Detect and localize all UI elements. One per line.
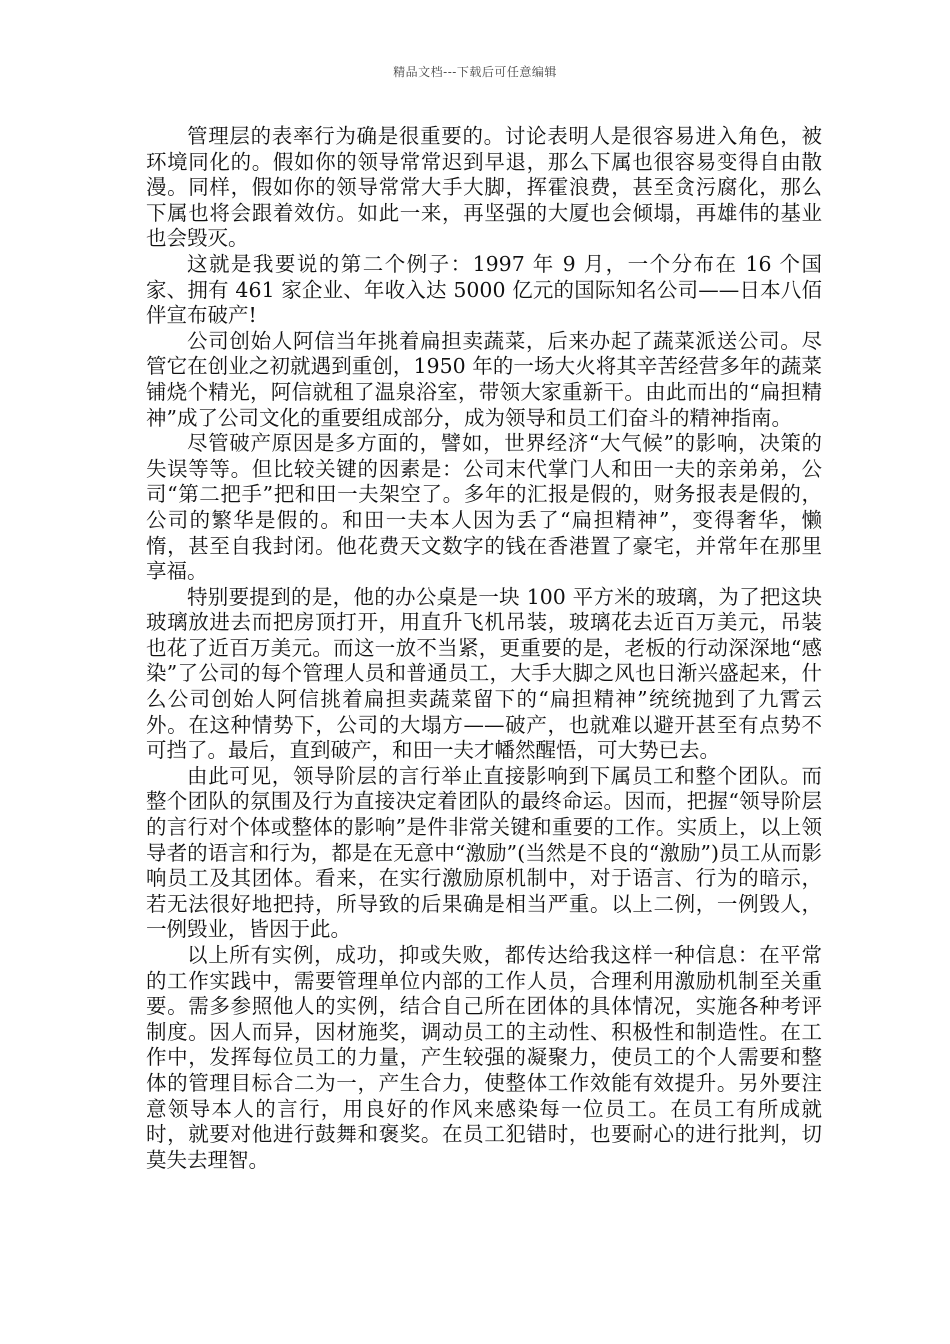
paragraph: 公司创始人阿信当年挑着扁担卖蔬菜，后来办起了蔬菜派送公司。尽管它在创业之初就遇到重创，1950 年的一场大火将其辛苦经营多年的蔬菜铺烧个精光，阿信就租了温泉浴室，带领大家重新干。由此而出的“扁担精神”成了公司文化的重要组成部分，成为领导和员工们奋斗的精神指南。 bbox=[146, 328, 822, 430]
paragraph: 由此可见，领导阶层的言行举止直接影响到下属员工和整个团队。而整个团队的氛围及行为直接决定着团队的最终命运。因而，把握“领导阶层的言行对个体或整体的影响”是件非常关键和重要的工作。实质上，以上领导者的语言和行为，都是在无意中“激励”(当然是不良的“激励”)员工从而影响员工及其团体。看来，在实行激励原机制中，对于语言、行为的暗示，若无法很好地把持，所导致的后果确是相当严重。以上二例，一例毁人，一例毁业，皆因于此。 bbox=[146, 763, 822, 942]
paragraph: 以上所有实例，成功，抑或失败，都传达给我这样一种信息：在平常的工作实践中，需要管理单位内部的工作人员，合理利用激励机制至关重要。需多参照他人的实例，结合自己所在团体的具体情况，实施各种考评制度。因人而异，因材施奖，调动员工的主动性、积极性和制造性。在工作中，发挥每位员工的力量，产生较强的凝聚力，使员工的个人需要和整体的管理目标合二为一，产生合力，使整体工作效能有效提升。另外要注意领导本人的言行，用良好的作风来感染每一位员工。在员工有所成就时，就要对他进行鼓舞和褒奖。在员工犯错时，也要耐心的进行批判，切莫失去理智。 bbox=[146, 943, 822, 1172]
paragraph: 管理层的表率行为确是很重要的。讨论表明人是很容易进入角色，被环境同化的。假如你的领导常常迟到早退，那么下属也很容易变得自由散漫。同样，假如你的领导常常大手大脚，挥霍浪费，甚至贪污腐化，那么下属也将会跟着效仿。如此一来，再坚强的大厦也会倾塌，再雄伟的基业也会毁灭。 bbox=[146, 124, 822, 251]
paragraph: 尽管破产原因是多方面的，譬如，世界经济“大气候”的影响，决策的失误等等。但比较关键的因素是：公司末代掌门人和田一夫的亲弟弟，公司“第二把手”把和田一夫架空了。多年的汇报是假的，财务报表是假的，公司的繁华是假的。和田一夫本人因为丢了“扁担精神”，变得奢华，懒惰，甚至自我封闭。他花费天文数字的钱在香港置了豪宅，并常年在那里享福。 bbox=[146, 431, 822, 584]
document-body bbox=[146, 124, 822, 1173]
paragraph: 特别要提到的是，他的办公桌是一块 100 平方米的玻璃，为了把这块玻璃放进去而把房顶打开，用直升飞机吊装，玻璃花去近百万美元，吊装也花了近百万美元。而这一放不当紧，更重要的是，老板的行动深深地“感染”了公司的每个管理人员和普通员工，大手大脚之风也日渐兴盛起来，什么公司创始人阿信挑着扁担卖蔬菜留下的“扁担精神”统统抛到了九霄云外。在这种情势下，公司的大塌方——破产，也就难以避开甚至有点势不可挡了。最后，直到破产，和田一夫才幡然醒悟，可大势已去。 bbox=[146, 584, 822, 763]
page-header: 精品文档---下载后可任意编辑 bbox=[393, 65, 557, 79]
paragraph: 这就是我要说的第二个例子：1997 年 9 月，一个分布在 16 个国家、拥有 461 家企业、年收入达 5000 亿元的国际知名公司——日本八佰伴宣布破产! bbox=[146, 251, 822, 328]
